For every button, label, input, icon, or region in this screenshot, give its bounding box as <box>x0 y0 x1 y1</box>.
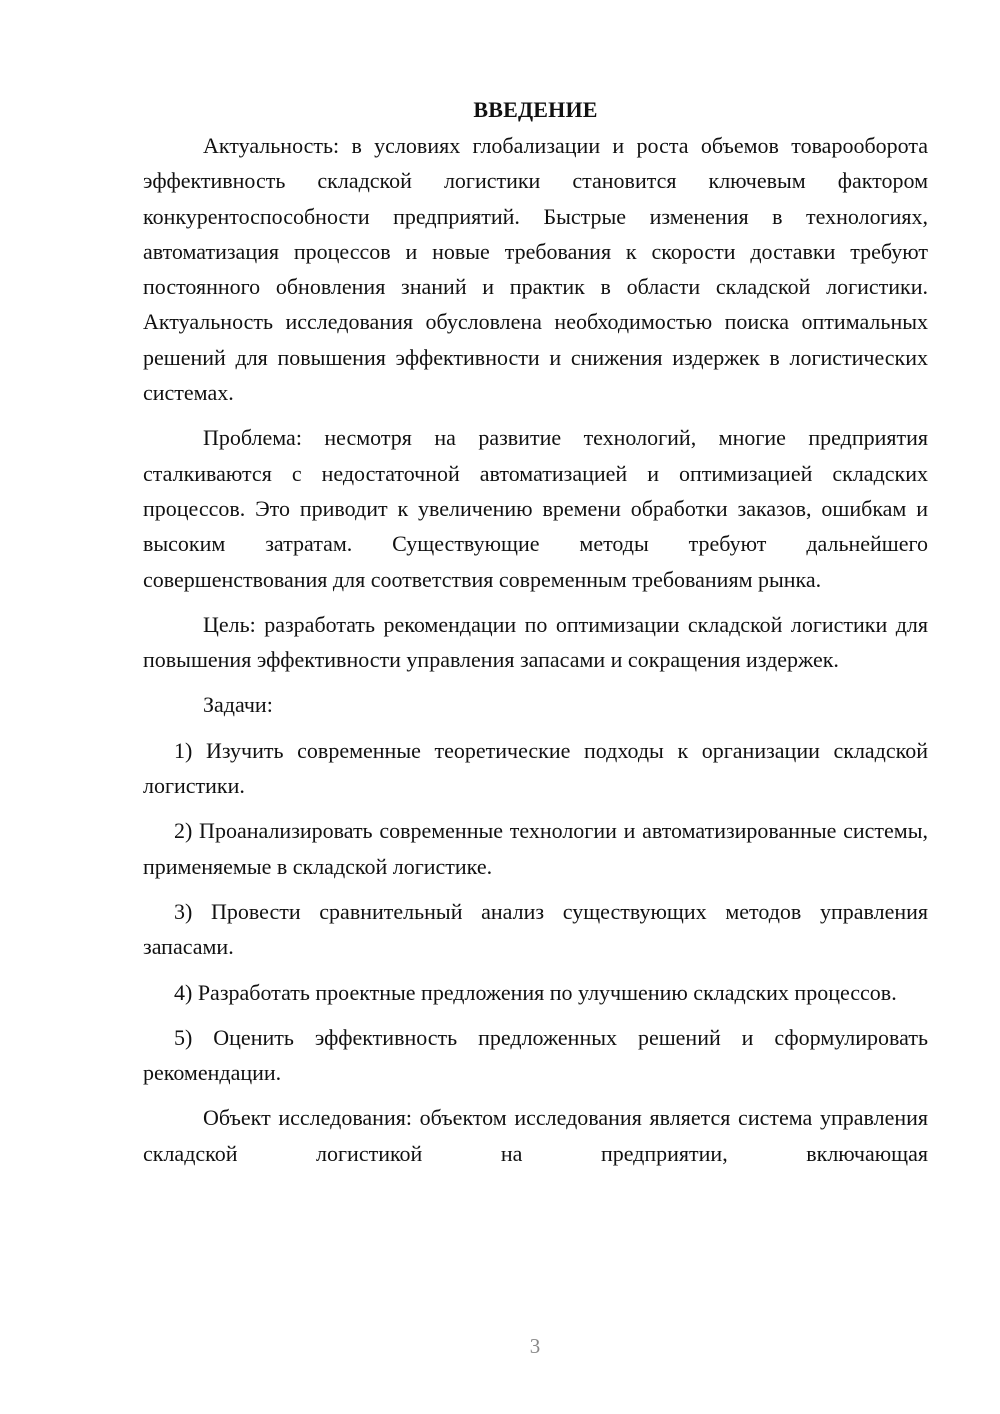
task-item-3: 3) Провести сравнительный анализ существующих методов управления запасами. <box>143 898 928 960</box>
page-number: 3 <box>529 1334 541 1358</box>
paragraph-relevance: Актуальность: в условиях глобализации и роста объемов товарооборота эффективность складской логистики становится ключевым фактором конкурентоспособности предприятий. Быстрые изменения в технологиях, автоматизация процессов и новые требования к скорости доставки требуют постоянного обновления знаний и практик в области складской логистики. Актуальность исследования обусловлена необходимостью поиска оптимальных решений для повышения эффективности и снижения издержек в логистических системах. <box>143 133 928 406</box>
page-title: ВВЕДЕНИЕ <box>473 97 598 122</box>
task-item-2: 2) Проанализировать современные технологии и автоматизированные системы, применяемые в складской логистике. <box>143 818 928 879</box>
paragraph-problem: Проблема: несмотря на развитие технологий, многие предприятия сталкиваются с недостаточной автоматизацией и оптимизацией складских процессов. Это приводит к увеличению времени обработки заказов, ошибкам и высоким затратам. Существующие методы требуют дальнейшего совершенствования для соответствия современным требованиям рынка. <box>143 425 928 592</box>
task-item-4: 4) Разработать проектные предложения по улучшению складских процессов. <box>174 979 897 1005</box>
task-item-5: 5) Оценить эффективность предложенных решений и сформулировать рекомендации. <box>143 1024 928 1086</box>
paragraph-object: Объект исследования: объектом исследования является система управления складской логистикой на предприятии, включающая <box>143 1105 928 1166</box>
task-item-1: 1) Изучить современные теоретические подходы к организации складской логистики. <box>143 737 928 799</box>
paragraph-goal: Цель: разработать рекомендации по оптимизации складской логистики для повышения эффективности управления запасами и сокращения издержек. <box>143 611 928 673</box>
page-content <box>143 94 928 1171</box>
tasks-heading: Задачи: <box>203 692 273 718</box>
